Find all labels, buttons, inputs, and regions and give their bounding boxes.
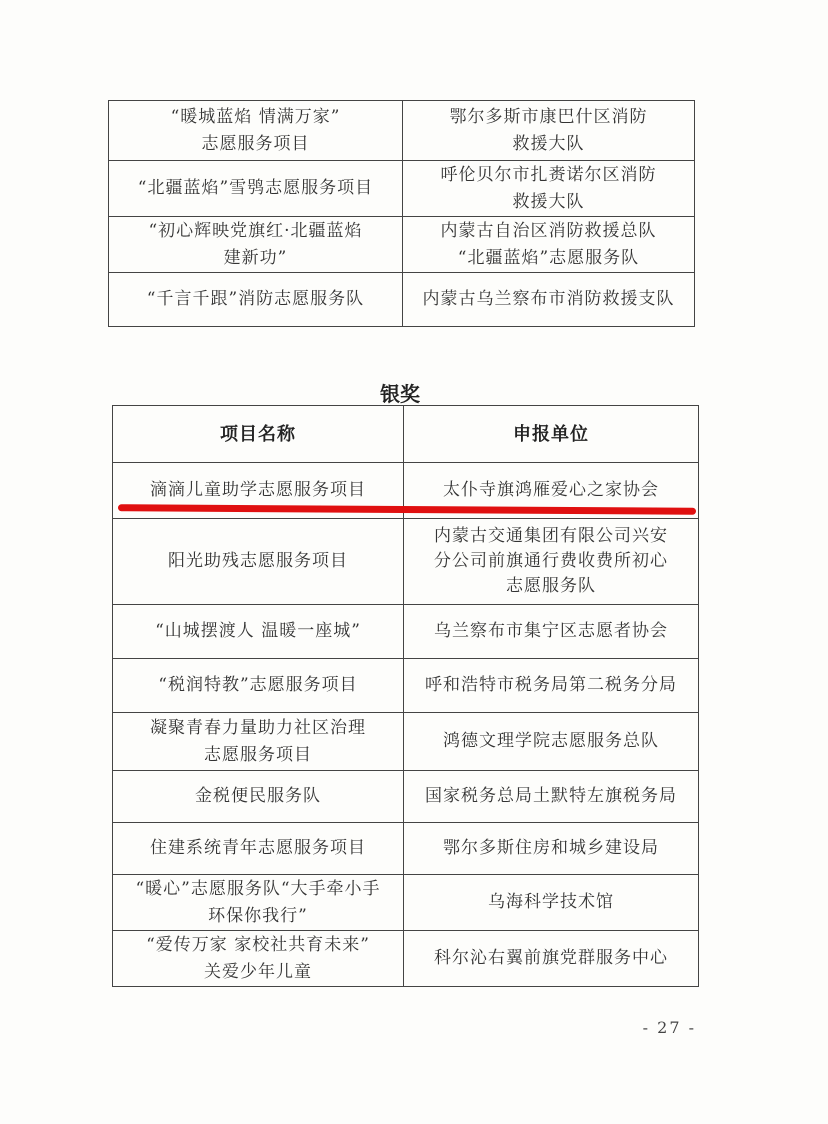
page-number: - 27 - bbox=[642, 1018, 696, 1037]
silver-award-table bbox=[112, 405, 699, 987]
table-row bbox=[113, 931, 699, 987]
applicant-unit-cell: 乌海科学技术馆 bbox=[404, 875, 699, 931]
project-name-cell: “北疆蓝焰”雪鸮志愿服务项目 bbox=[109, 161, 403, 217]
project-name-cell: “千言千跟”消防志愿服务队 bbox=[109, 273, 403, 327]
table-row bbox=[113, 605, 699, 659]
table-row bbox=[113, 771, 699, 823]
table-row bbox=[113, 519, 699, 605]
applicant-unit-cell: 太仆寺旗鸿雁爱心之家协会 bbox=[404, 463, 699, 519]
applicant-unit-cell: 呼和浩特市税务局第二税务分局 bbox=[404, 659, 699, 713]
table-row bbox=[109, 273, 695, 327]
table-row bbox=[113, 713, 699, 771]
project-name-cell: “暖心”志愿服务队“大手牵小手 环保你我行” bbox=[113, 875, 404, 931]
column-header-project: 项目名称 bbox=[113, 406, 404, 463]
table-row bbox=[113, 659, 699, 713]
table-header-row bbox=[113, 406, 699, 463]
award-table-continued bbox=[108, 100, 695, 327]
applicant-unit-cell: 国家税务总局土默特左旗税务局 bbox=[404, 771, 699, 823]
project-name-cell: “税润特教”志愿服务项目 bbox=[113, 659, 404, 713]
project-name-cell: 金税便民服务队 bbox=[113, 771, 404, 823]
project-name-cell: “山城摆渡人 温暖一座城” bbox=[113, 605, 404, 659]
table-row bbox=[109, 101, 695, 161]
project-name-cell: 住建系统青年志愿服务项目 bbox=[113, 823, 404, 875]
project-name-cell: 阳光助残志愿服务项目 bbox=[113, 519, 404, 605]
table-row bbox=[113, 823, 699, 875]
column-header-unit: 申报单位 bbox=[404, 406, 699, 463]
applicant-unit-cell: 鄂尔多斯住房和城乡建设局 bbox=[404, 823, 699, 875]
applicant-unit-cell: 呼伦贝尔市扎赉诺尔区消防 救援大队 bbox=[403, 161, 695, 217]
project-name-cell: “爱传万家 家校社共育未来” 关爱少年儿童 bbox=[113, 931, 404, 987]
applicant-unit-cell: 鄂尔多斯市康巴什区消防 救援大队 bbox=[403, 101, 695, 161]
project-name-cell: “初心辉映党旗红·北疆蓝焰 建新功” bbox=[109, 217, 403, 273]
table-row bbox=[109, 161, 695, 217]
project-name-cell: 凝聚青春力量助力社区治理 志愿服务项目 bbox=[113, 713, 404, 771]
applicant-unit-cell: 乌兰察布市集宁区志愿者协会 bbox=[404, 605, 699, 659]
applicant-unit-cell: 内蒙古乌兰察布市消防救援支队 bbox=[403, 273, 695, 327]
section-title-silver-award: 银奖 bbox=[380, 382, 420, 406]
applicant-unit-cell: 内蒙古交通集团有限公司兴安 分公司前旗通行费收费所初心 志愿服务队 bbox=[404, 519, 699, 605]
applicant-unit-cell: 鸿德文理学院志愿服务总队 bbox=[404, 713, 699, 771]
project-name-cell: 滴滴儿童助学志愿服务项目 bbox=[113, 463, 404, 519]
applicant-unit-cell: 内蒙古自治区消防救援总队 “北疆蓝焰”志愿服务队 bbox=[403, 217, 695, 273]
project-name-cell: “暖城蓝焰 情满万家” 志愿服务项目 bbox=[109, 101, 403, 161]
table-row bbox=[109, 217, 695, 273]
table-row bbox=[113, 875, 699, 931]
applicant-unit-cell: 科尔沁右翼前旗党群服务中心 bbox=[404, 931, 699, 987]
